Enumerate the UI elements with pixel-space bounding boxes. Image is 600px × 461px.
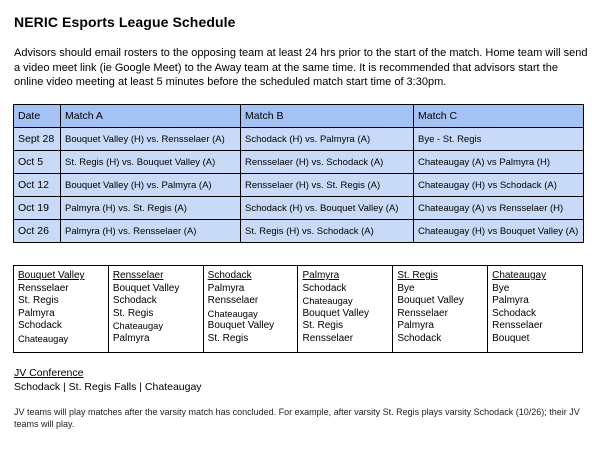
- header-match-b: Match B: [241, 105, 414, 128]
- opponent: Chateaugay: [302, 296, 353, 307]
- schedule-row: [14, 128, 584, 151]
- intro-paragraph: Advisors should email rosters to the opposing team at least 24 hrs prior to the start of the match. Home team will send a video meet link (ie Google Meet) to the Away team at the same time. It is recommended that advisors start the online video meeting at least 5 minutes before the scheduled match start time of 3:30pm.: [14, 47, 588, 89]
- match-c-cell: Chateaugay (H) vs Schodack (A): [414, 174, 584, 197]
- row-date: Oct 12: [14, 174, 61, 197]
- match-c-cell: Chateaugay (A) vs Palmyra (H): [414, 151, 584, 174]
- opponent: Bye: [492, 282, 510, 294]
- opponent: Bouquet: [492, 332, 530, 344]
- row-date: Oct 5: [14, 151, 61, 174]
- row-date: Oct 19: [14, 197, 61, 220]
- page-title: NERIC Esports League Schedule: [14, 14, 236, 30]
- match-c-cell: Chateaugay (A) vs Rensselaer (H): [414, 197, 584, 220]
- opponent: Bouquet Valley: [397, 295, 464, 307]
- opponent: St. Regis: [207, 332, 249, 344]
- header-date: Date: [14, 105, 61, 128]
- opponent: Palmyra: [492, 295, 529, 307]
- opponent: Palmyra: [112, 332, 150, 344]
- opponent: Schodack: [112, 295, 157, 307]
- team-name: Schodack: [207, 270, 252, 281]
- team-column: [108, 266, 203, 353]
- opponent: Bouquet Valley: [207, 320, 275, 332]
- opponent: Chateaugay: [112, 321, 163, 332]
- jv-footnote: JV teams will play matches after the varsity match has concluded. For example, after varsity St. Regis plays varsity Schodack (10/26); their JV teams will play.: [14, 407, 580, 430]
- match-b-cell: Rensselaer (H) vs. St. Regis (A): [241, 174, 414, 197]
- opponent: Rensselaer: [207, 295, 259, 307]
- opponent: Rensselaer: [397, 307, 448, 319]
- match-b-cell: St. Regis (H) vs. Schodack (A): [241, 220, 414, 243]
- team-column: [298, 266, 393, 353]
- schedule-table: [13, 104, 584, 243]
- opponent: Schodack: [397, 332, 442, 344]
- team-name: Palmyra: [302, 270, 340, 281]
- opponent: Schodack: [18, 320, 62, 332]
- opponent: Palmyra: [207, 282, 245, 294]
- opponent: Rensselaer: [302, 332, 354, 344]
- team-column: [488, 266, 583, 353]
- team-name: Rensselaer: [112, 270, 164, 281]
- jv-conference-teams: Schodack | St. Regis Falls | Chateaugay: [14, 381, 202, 393]
- team-name: St. Regis: [397, 270, 438, 281]
- schedule-row: [14, 174, 584, 197]
- team-column: [203, 266, 298, 353]
- opponent: Rensselaer: [492, 320, 543, 332]
- opponent: Palmyra: [18, 307, 55, 319]
- team-name: Chateaugay: [492, 270, 547, 281]
- opponent: Schodack: [302, 282, 347, 294]
- match-c-cell: Bye - St. Regis: [414, 128, 584, 151]
- opponent: St. Regis: [18, 295, 59, 307]
- opponent: St. Regis: [302, 320, 344, 332]
- team-column: [14, 266, 109, 353]
- row-date: Oct 26: [14, 220, 61, 243]
- match-b-cell: Rensselaer (H) vs. Schodack (A): [241, 151, 414, 174]
- schedule-row: [14, 151, 584, 174]
- schedule-row: [14, 197, 584, 220]
- match-a-cell: Bouquet Valley (H) vs. Rensselaer (A): [61, 128, 241, 151]
- opponent: Rensselaer: [18, 282, 69, 294]
- team-opponents-table: [13, 265, 583, 353]
- header-match-a: Match A: [61, 105, 241, 128]
- opponent: Bye: [397, 282, 415, 294]
- opponent: Bouquet Valley: [112, 282, 180, 294]
- jv-conference-heading: JV Conference: [14, 367, 84, 379]
- opponent: Schodack: [492, 307, 537, 319]
- team-name: Bouquet Valley: [18, 270, 85, 281]
- match-a-cell: Palmyra (H) vs. St. Regis (A): [61, 197, 241, 220]
- schedule-header-row: [14, 105, 584, 128]
- match-b-cell: Schodack (H) vs. Palmyra (A): [241, 128, 414, 151]
- row-date: Sept 28: [14, 128, 61, 151]
- match-c-cell: Chateaugay (H) vs Bouquet Valley (A): [414, 220, 584, 243]
- opponent: St. Regis: [112, 307, 154, 319]
- match-a-cell: Bouquet Valley (H) vs. Palmyra (A): [61, 174, 241, 197]
- match-a-cell: Palmyra (H) vs. Rensselaer (A): [61, 220, 241, 243]
- opponent: Chateaugay: [18, 333, 69, 344]
- schedule-row: [14, 220, 584, 243]
- opponent: Palmyra: [397, 320, 434, 332]
- header-match-c: Match C: [414, 105, 584, 128]
- opponent: Chateaugay: [207, 308, 258, 319]
- opponent: Bouquet Valley: [302, 307, 370, 319]
- match-a-cell: St. Regis (H) vs. Bouquet Valley (A): [61, 151, 241, 174]
- match-b-cell: Schodack (H) vs. Bouquet Valley (A): [241, 197, 414, 220]
- team-column: [393, 266, 488, 353]
